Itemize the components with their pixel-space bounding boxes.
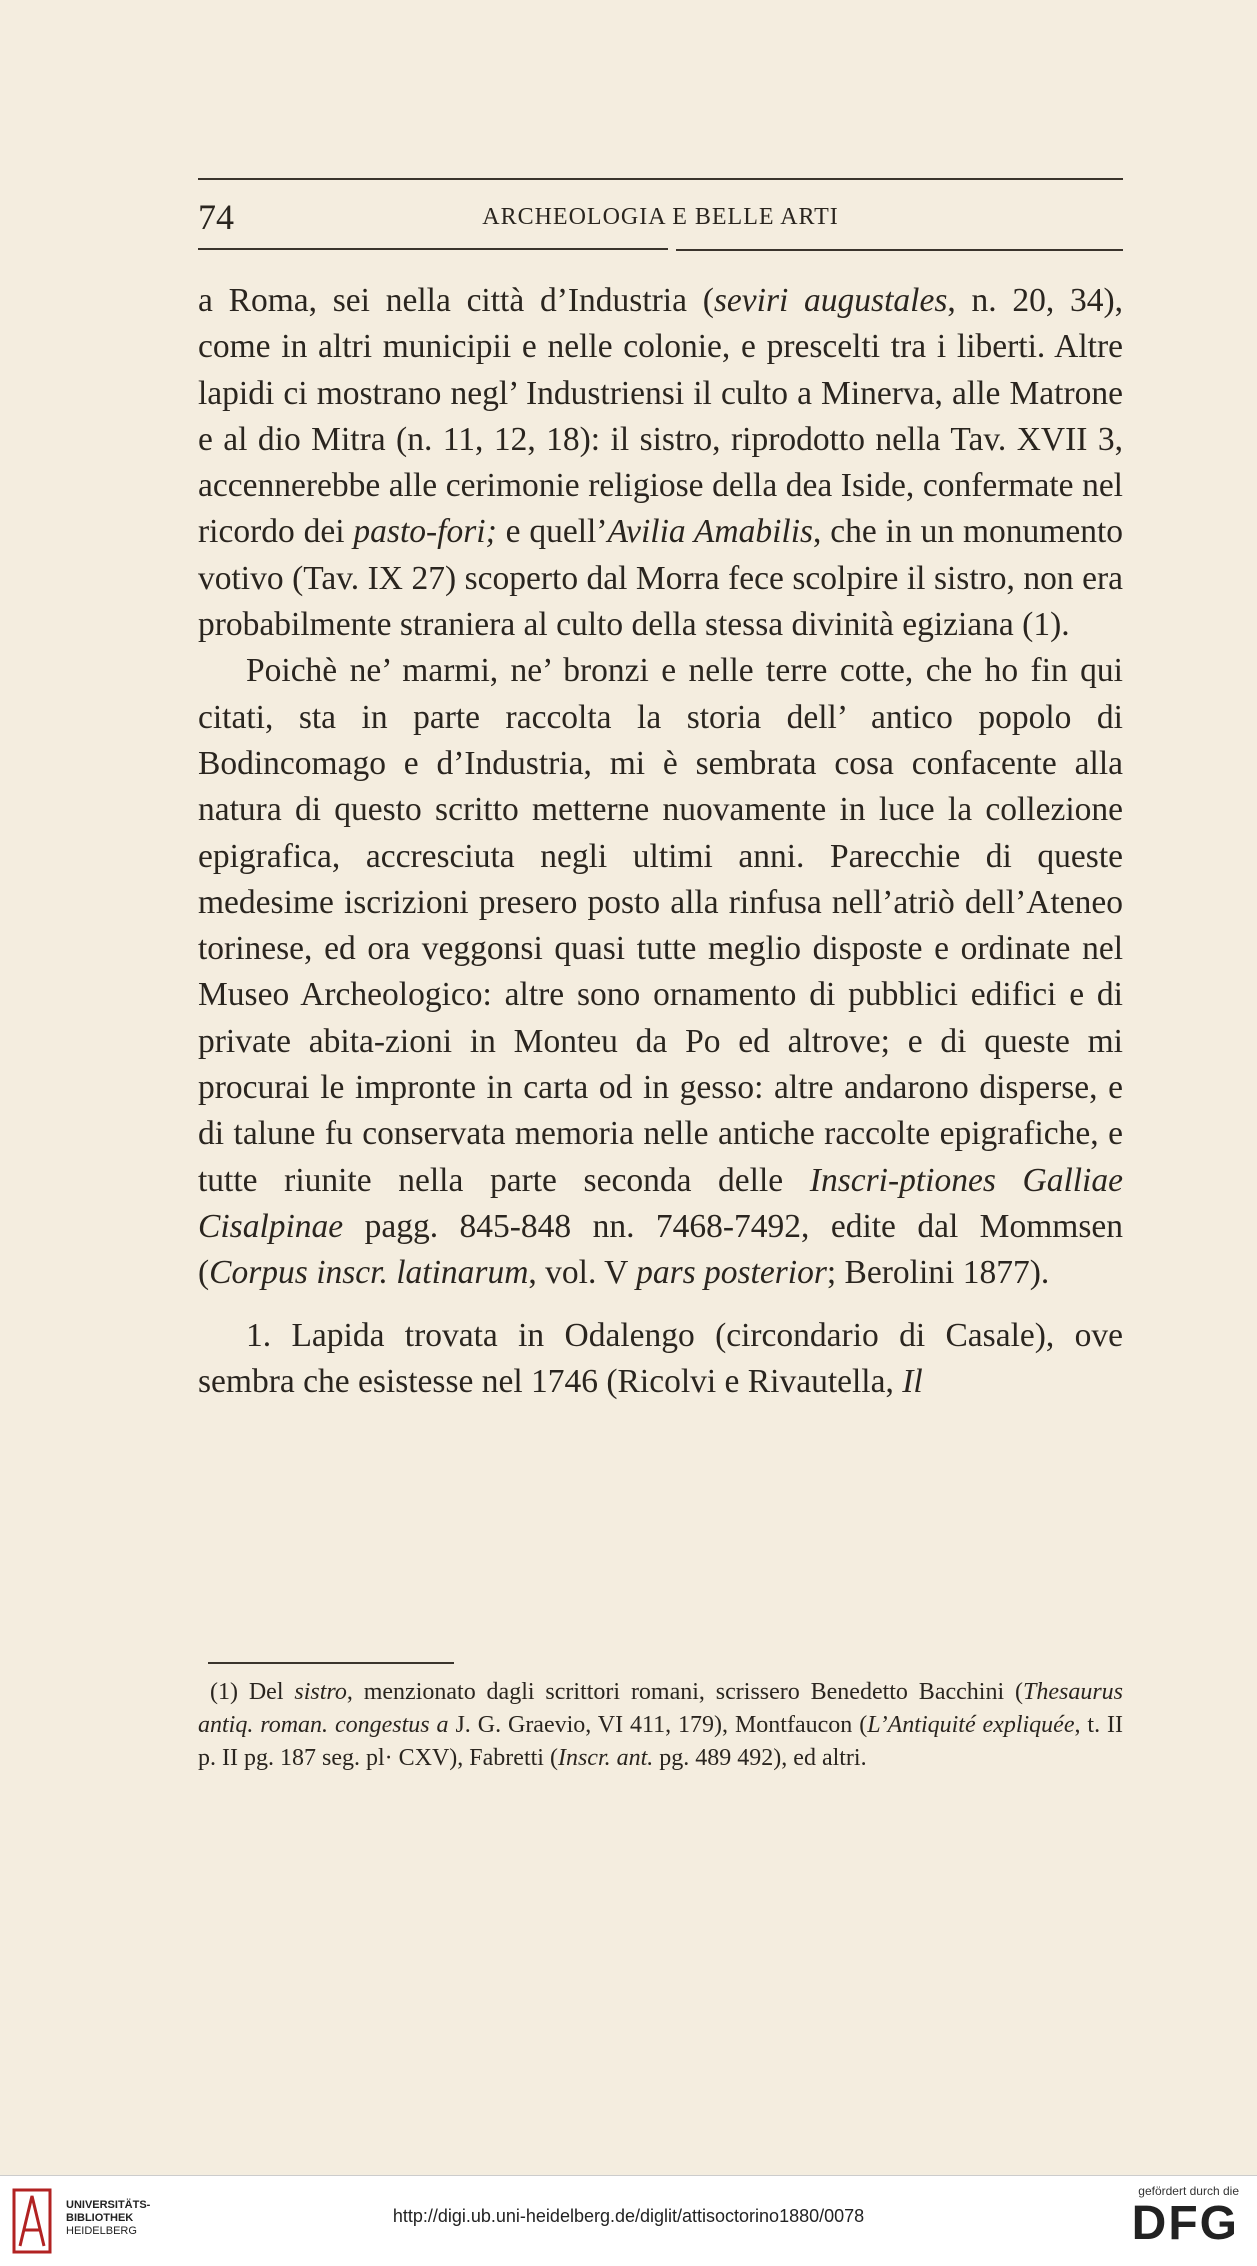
footnote-1 [198, 1676, 1123, 1775]
italic-text-run: Inscri-ptiones Galliae Cisalpinae [198, 1161, 1123, 1245]
body-text [198, 278, 1123, 1405]
text-run: J. G. Graevio, VI 411, 179), Montfaucon ( [448, 1712, 868, 1738]
text-run: ; Berolini 1877). [826, 1254, 1050, 1292]
italic-text-run: Inscr. ant. [557, 1745, 654, 1771]
footnotes [198, 1676, 1123, 1775]
italic-text-run: pasto-fori; [353, 513, 497, 551]
text-run: , che in un monumento votivo (Tav. IX 27) scoperto dal Morra fece scolpire il sistro, non era probabilmente straniera al culto della stessa divinità egiziana (1). [198, 513, 1124, 644]
library-name-line-1: UNIVERSITÄTS- [66, 2199, 151, 2211]
text-run: , menzionato dagli scrittori romani, scrissero Benedetto Bacchini ( [346, 1679, 1023, 1705]
text-run: e quell’ [496, 513, 608, 551]
viewer-footer-bar [0, 2175, 1257, 2266]
library-name-line-2: BIBLIOTHEK [66, 2212, 134, 2224]
header-bottom-rule-right [676, 249, 1123, 251]
page-header [198, 196, 1123, 236]
text-run: pagg. 845-848 nn. 7468-7492, edite dal Mommsen ( [198, 1207, 1123, 1292]
italic-text-run: sistro [294, 1679, 347, 1705]
running-title: ARCHEOLOGIA E BELLE ARTI [482, 204, 839, 230]
dfg-logo: DFG [1131, 2197, 1239, 2250]
inscription-entry-1 [198, 1313, 1123, 1406]
text-run: 1. Lapida trovata in Odalengo (circondario di Casale), ove sembra che esistesse nel 1746 (Ricolvi e Rivautella, [198, 1316, 1123, 1400]
text-run: , t. II p. II pg. 187 seg. pl· CXV), Fabretti ( [198, 1712, 1123, 1771]
text-run: (1) Del [210, 1679, 295, 1705]
italic-text-run: pars posterior [636, 1254, 827, 1292]
text-run: , vol. V [528, 1254, 637, 1292]
page-number: 74 [198, 197, 234, 237]
permalink-url[interactable]: http://digi.ub.uni-heidelberg.de/diglit/attisoctorino1880/0078 [392, 2206, 865, 2226]
header-bottom-rule-left [198, 248, 668, 250]
funding-caption: gefördert durch die [1138, 2184, 1239, 2198]
header-top-rule [198, 178, 1123, 180]
italic-text-run: L’Antiquité expliquée [867, 1712, 1075, 1738]
italic-text-run: Il [902, 1362, 923, 1400]
dfg-funding [1132, 2184, 1239, 2250]
text-run: pg. 489 492), ed altri. [653, 1745, 867, 1771]
paragraph-1 [198, 278, 1123, 648]
italic-text-run: Thesaurus antiq. roman. congestus a [198, 1679, 1124, 1738]
text-run: a Roma, sei nella città d’Industria ( [198, 282, 714, 319]
italic-text-run: seviri augustales [713, 282, 948, 319]
text-run: , n. 20, 34), come in altri municipii e nelle colonie, e prescelti tra i liberti. Altre lapidi ci mostrano negl’ Industriensi il culto a Minerva, alle Matrone e al dio Mitra (n. 11, 12, 18): il sistro, riprodotto nella Tav. XVII 3, accennerebbe alle cerimonie religiose della dea Iside, confermate nel ricordo dei [198, 282, 1124, 551]
paragraph-2 [198, 648, 1123, 1296]
library-name-line-3: HEIDELBERG [66, 2225, 137, 2237]
footnote-separator [208, 1662, 454, 1664]
italic-text-run: Avilia Amabilis [607, 513, 814, 551]
italic-text-run: Corpus inscr. latinarum [209, 1254, 529, 1292]
text-run: Poichè ne’ marmi, ne’ bronzi e nelle terre cotte, che ho fin qui citati, sta in parte raccolta la storia dell’ antico popolo di Bodincomago e d’Industria, mi è sembrata cosa confacente alla natura di questo scritto metterne nuovamente in luce la collezione epigrafica, accresciuta negli ultimi anni. Parecchie di queste medesime iscrizioni presero posto alla rinfusa nell’atriò dell’Ateneo torinese, ed ora veggonsi quasi tutte meglio disposte e ordinate nel Museo Archeologico: altre sono ornamento di pubblici edifici e di private abita-zioni in Monteu da Po ed altrove; e di queste mi procurai le impronte in carta od in gesso: altre andarono disperse, e di talune fu conservata memoria nelle antiche raccolte epigrafiche, e tutte riunite nella parte seconda delle [198, 652, 1123, 1199]
